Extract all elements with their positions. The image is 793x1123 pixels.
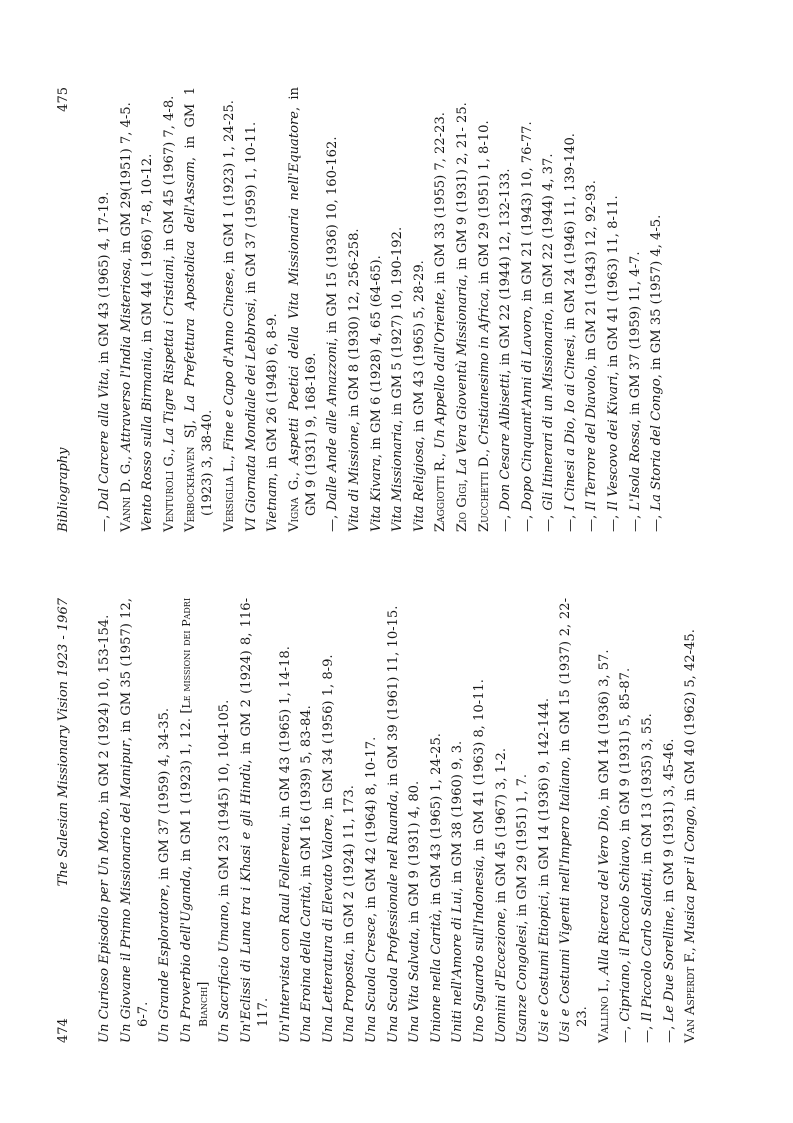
entry-title: Un'Eclissi di Luna tra i Khasi e gli Hindù bbox=[238, 763, 254, 1043]
entry-reference: , in GM 2 (1924) 11, 173. bbox=[342, 785, 358, 953]
entry-title: Un Proverbio dell'Uganda bbox=[178, 870, 194, 1043]
bibliography-entry: —, I Cinesi a Dio, Io ai Cinesi, in GM 24 (1946) 11, 139-140. bbox=[562, 133, 578, 532]
entry-title: Vita Religiosa bbox=[411, 440, 427, 532]
entry-reference: , in GM 45 (1967) 3, 1-2. bbox=[493, 748, 509, 912]
entry-reference: , in GM 9 (1931) 4, 80. bbox=[407, 780, 423, 932]
bibliography-entry bbox=[277, 598, 294, 1043]
bibliography-entry bbox=[264, 87, 281, 532]
entry-author: Verbockhaven SJ bbox=[183, 423, 199, 532]
bibliography-entry bbox=[216, 598, 233, 1043]
entry-reference: , in GM 38 (1960) 9, 3. bbox=[450, 740, 466, 892]
bibliography-entry bbox=[341, 598, 358, 1043]
entry-reference: , in GM 29 (1951) 1, 7. bbox=[515, 773, 531, 925]
entry-author: Vallino I. bbox=[596, 982, 612, 1043]
entry-title: Il Piccolo Carlo Salotti bbox=[640, 872, 656, 1022]
entry-author: Vanni D. G. bbox=[118, 460, 134, 532]
bibliography-entry: Zucchetti D., Cristianesimo in Africa, in GM 29 (1951) 1, 8-10. bbox=[476, 120, 492, 532]
entry-author: Zucchetti D. bbox=[476, 453, 492, 532]
entry-reference: , in GM 43 (1965) 5, 28-29. bbox=[411, 260, 427, 441]
entry-title: Cipriano, il Piccolo Schiavo bbox=[618, 839, 634, 1022]
entry-title: Vietnam bbox=[265, 476, 281, 532]
entry-reference: , in GM 1 (1923) 1, 12. [ bbox=[178, 708, 194, 871]
bibliography-entry: —, Dalle Ande alle Amazzoni, in GM 15 (1936) 10, 160-162. bbox=[325, 136, 341, 532]
entry-author: Venturoli G. bbox=[161, 452, 177, 532]
entry-title: La Storia del Congo bbox=[649, 378, 665, 511]
bibliography-entry bbox=[238, 598, 272, 1043]
bibliography-entry bbox=[389, 87, 406, 532]
entry-title: Il Vescovo dei Kivari bbox=[606, 375, 622, 511]
entry-reference: , in GM 9 (1931) 3, 45-46. bbox=[661, 738, 677, 911]
entry-author: — bbox=[519, 518, 535, 532]
entry-reference: , in GM 14 (1936) 3, 57. bbox=[596, 649, 612, 809]
entry-title: Fine e Capo d'Anno Cinese bbox=[221, 271, 237, 451]
bibliography-entry: Vanni D. G., Attraverso l'India Misteriosa, in GM 29(1951) 7, 4-5. bbox=[118, 102, 134, 532]
entry-title: Un Sacrificio Umano bbox=[217, 904, 233, 1043]
bibliography-entry: —, Gli Itinerari di un Missionario, in GM 22 (1944) 4, 37. bbox=[541, 153, 557, 532]
bibliography-entry bbox=[156, 598, 173, 1043]
entry-title: L'Isola Rossa bbox=[627, 423, 643, 511]
entry-title: Usanze Congolesi bbox=[515, 924, 531, 1043]
entry-author: — bbox=[618, 1029, 634, 1043]
bibliography-entry bbox=[471, 598, 488, 1043]
entry-reference: , in GM 34 (1956) 1, 8-9. bbox=[320, 654, 336, 818]
entry-author: — bbox=[627, 518, 643, 532]
left-page-header bbox=[56, 598, 76, 1043]
entry-reference: , in GM 1 (1923) 1, 24-25. bbox=[221, 100, 237, 272]
entry-title: Vita di Missione bbox=[346, 425, 362, 532]
entry-reference: , in GM 9 (1931) 5, 85-87. bbox=[618, 667, 634, 840]
entry-author: — bbox=[661, 1029, 677, 1043]
bibliography-entry bbox=[118, 598, 152, 1043]
bibliography-entry bbox=[536, 598, 553, 1043]
entry-title: Vita Kivara bbox=[368, 458, 384, 532]
bibliography-list bbox=[96, 598, 704, 1043]
entry-title: Un'Intervista con Raul Follereau bbox=[277, 826, 293, 1043]
entry-reference: , in GM 2 (1924) 8, 116-117. bbox=[238, 598, 271, 1027]
bibliography-entry: Verbockhaven SJ, La Prefettura Apostolica dell'Assam, in GM 1 (1923) 3, 38-40. bbox=[183, 86, 216, 532]
entry-reference: , in GM 8 (1930) 12, 256-258. bbox=[346, 228, 362, 426]
entry-title: Dal Carcere alla Vita bbox=[97, 371, 112, 511]
entry-reference: , in GM 9 (1931) 2, 21- 25. bbox=[454, 102, 470, 279]
bibliography-entry bbox=[178, 598, 212, 1043]
entry-reference: , in GM 1 (1923) 3, 38-40. bbox=[183, 86, 216, 516]
entry-title: Vita Missionaria bbox=[390, 423, 406, 532]
entry-author: — bbox=[325, 518, 341, 532]
bibliography-entry bbox=[298, 598, 315, 1043]
entry-author: Versiglia L. bbox=[221, 459, 237, 532]
bibliography-entry: —, Dopo Cinquant'Anni di Lavoro, in GM 21 (1943) 10, 76-77. bbox=[519, 121, 535, 532]
entry-title: Una Letteratura di Elevato Valore bbox=[320, 817, 336, 1043]
entry-title: Uno Sguardo sull'Indonesia bbox=[471, 859, 487, 1043]
bibliography-entry: —, Il Terrore del Diavolo, in GM 21 (1943) 12, 92-93. bbox=[584, 180, 600, 532]
bibliography-entry: Van Asperdt F., Musica per il Congo, in GM 40 (1962) 5, 42-45. bbox=[683, 629, 699, 1043]
entry-reference: , in GM 16 (1939) 5, 83-84. bbox=[299, 705, 315, 886]
entry-title: Gli Itinerari di un Missionario bbox=[541, 312, 557, 511]
bibliography-entry: Versiglia L., Fine e Capo d'Anno Cinese, in GM 1 (1923) 1, 24-25. bbox=[221, 100, 237, 532]
entry-reference: , in GM 15 (1936) 10, 160-162. bbox=[325, 136, 341, 342]
entry-reference: , in GM 33 (1955) 7, 22-23. bbox=[433, 112, 449, 293]
entry-reference: , in GM 37 (1959) 1, 10-11. bbox=[243, 121, 259, 302]
bibliography-entry bbox=[96, 598, 113, 1043]
bibliography-entry: Zaggiotti R., Un Appello dall'Oriente, in GM 33 (1955) 7, 22-23. bbox=[433, 112, 449, 532]
entry-reference: , in GM 13 (1935) 3, 55. bbox=[640, 713, 656, 873]
entry-title: Una Scuola Professionale nel Ruanda bbox=[385, 794, 401, 1043]
entry-author: — bbox=[584, 518, 600, 532]
bibliography-entry: Vallino I., Alla Ricerca del Vero Dio, in GM 14 (1936) 3, 57. bbox=[596, 649, 612, 1043]
entry-title: Il Terrore del Diavolo bbox=[584, 368, 600, 511]
entry-title: Aspetti Poetici della Vita Missionaria nell'Equatore bbox=[286, 110, 302, 465]
entry-reference: , in GM 22 (1944) 12, 132-133. bbox=[498, 168, 514, 374]
entry-reference: , in GM 14 (1936) 9, 142-144. bbox=[536, 698, 552, 895]
bibliography-entry bbox=[557, 598, 591, 1043]
entry-title: Cristianesimo in Africa bbox=[476, 292, 492, 445]
bibliography-entry bbox=[514, 598, 531, 1043]
entry-reference: , in GM 35 (1957) 12, 6-7. bbox=[118, 598, 151, 1027]
bibliography-entry bbox=[493, 598, 510, 1043]
entry-title: La Vera Gioventù Missionaria bbox=[454, 278, 470, 475]
bibliography-entry bbox=[449, 598, 466, 1043]
bibliography-entry bbox=[385, 598, 402, 1043]
bibliography-entry bbox=[139, 87, 156, 532]
bibliography-entry: —, L'Isola Rossa, in GM 37 (1959) 11, 4-7. bbox=[627, 251, 643, 532]
entry-reference: , in GM 26 (1948) 6, 8-9. bbox=[265, 313, 281, 477]
entry-reference: , in GM 35 (1957) 4, 4-5. bbox=[649, 214, 665, 379]
entry-title: Dopo Cinquant'Anni di Lavoro bbox=[519, 309, 535, 511]
entry-title: Un Grande Esploratore bbox=[157, 888, 173, 1043]
entry-reference: , in GM 43 (1965) 4, 17-19. bbox=[97, 191, 112, 372]
entry-title: Una Eroina della Carità bbox=[299, 885, 315, 1043]
entry-reference: , in GM 41 (1963) 11, 8-11. bbox=[606, 195, 622, 376]
entry-title: Un Curioso Episodio per Un Morto bbox=[97, 811, 112, 1043]
entry-author: — bbox=[498, 518, 514, 532]
entry-title: Uniti nell'Amore di Lui bbox=[450, 891, 466, 1043]
entry-title: Una Proposta bbox=[342, 952, 358, 1043]
entry-reference: , in GM 42 (1964) 8, 10-17. bbox=[363, 736, 379, 917]
bibliography-entry: Zio Gigi, La Vera Gioventù Missionaria, in GM 9 (1931) 2, 21- 25. bbox=[454, 102, 470, 532]
entry-reference: , in GM 37 (1959) 4, 34-35. bbox=[157, 707, 173, 889]
entry-title: VI Giornata Mondiale dei Lebbrosi bbox=[243, 302, 259, 532]
entry-author: — bbox=[649, 518, 665, 532]
entry-title: Alla Ricerca del Vero Dio bbox=[596, 808, 612, 975]
page-number: 474 bbox=[56, 1018, 71, 1043]
bibliography-entry bbox=[406, 598, 423, 1043]
page-number: 475 bbox=[56, 87, 71, 112]
entry-title: Usi e Costumi Vigenti nell'Impero Italiano bbox=[558, 760, 574, 1043]
entry-title: Musica per il Congo bbox=[683, 809, 699, 944]
entry-reference: , in GM 37 (1959) 11, 4-7. bbox=[627, 251, 643, 424]
entry-reference: , in GM 23 (1945) 10, 104-105. bbox=[217, 699, 233, 905]
bibliography-list bbox=[96, 87, 670, 532]
entry-title: Vento Rosso sulla Birmania bbox=[140, 350, 156, 532]
bibliography-entry: —, Dal Carcere alla Vita, in GM 43 (1965) 4, 17-19. bbox=[97, 191, 112, 532]
entry-reference: , in GM 43 (1965) 1, 14-18. bbox=[277, 646, 293, 827]
entry-title: Dalle Ande alle Amazzoni bbox=[325, 341, 341, 511]
entry-reference: , in GM 29(1951) 7, 4-5. bbox=[118, 102, 134, 262]
bibliography-entry: —, Cipriano, il Piccolo Schiavo, in GM 9 (1931) 5, 85-87. bbox=[618, 667, 634, 1043]
entry-author: — bbox=[562, 518, 578, 532]
entry-reference: , in GM 41 (1963) 8, 10-11. bbox=[471, 679, 487, 860]
entry-reference: , in GM 2 (1924) 10, 153-154. bbox=[97, 614, 112, 812]
entry-reference: , in GM 6 (1928) 4, 65 (64-65). bbox=[368, 255, 384, 459]
entry-title: Un Appello dall'Oriente bbox=[433, 292, 449, 449]
entry-author: Zaggiotti R. bbox=[433, 457, 449, 532]
entry-title: I Cinesi a Dio, Io ai Cinesi bbox=[562, 338, 578, 511]
entry-title: Le Due Sorelline bbox=[661, 910, 677, 1022]
bibliography-entry bbox=[411, 87, 428, 532]
entry-reference: , in GM 21 (1943) 10, 76-77. bbox=[519, 121, 535, 310]
entry-title: Don Cesare Albisetti bbox=[498, 373, 514, 511]
entry-title: La Prefettura Apostolica dell'Assam bbox=[183, 161, 199, 412]
entry-reference-end: ] bbox=[195, 981, 211, 987]
bibliography-entry: —, La Storia del Congo, in GM 35 (1957) 4, 4-5. bbox=[649, 214, 665, 532]
bibliography-entry: —, Le Due Sorelline, in GM 9 (1931) 3, 45-46. bbox=[661, 738, 677, 1043]
entry-title: Una Vita Salvata bbox=[407, 931, 423, 1043]
running-title: The Salesian Missionary Vision 1923 - 1967 bbox=[56, 598, 71, 887]
entry-title: Uomini d'Eccezione bbox=[493, 911, 509, 1043]
entry-reference: , in GM 21 (1943) 12, 92-93. bbox=[584, 180, 600, 369]
bibliography-entry bbox=[368, 87, 385, 532]
entry-author: — bbox=[606, 518, 622, 532]
bibliography-entry bbox=[243, 87, 260, 532]
entry-title: Un Giovane il Primo Missionario del Manipur bbox=[118, 741, 134, 1043]
entry-author: — bbox=[541, 518, 557, 532]
entry-reference: , in GM 29 (1951) 1, 8-10. bbox=[476, 120, 492, 293]
entry-author: Van Asperdt F. bbox=[683, 951, 699, 1043]
bibliography-entry bbox=[320, 598, 337, 1043]
running-title: Bibliography bbox=[56, 447, 71, 532]
bibliography-entry bbox=[428, 598, 445, 1043]
entry-title: Unione nella Carità bbox=[428, 913, 444, 1043]
entry-author: Vigna G. bbox=[286, 476, 302, 532]
bibliography-entry: —, Il Vescovo dei Kivari, in GM 41 (1963) 11, 8-11. bbox=[606, 195, 622, 532]
entry-reference: , in GM 39 (1961) 11, 10-15. bbox=[385, 605, 401, 795]
entry-reference: , in GM 22 (1944) 4, 37. bbox=[541, 153, 557, 313]
entry-author: — bbox=[97, 518, 112, 532]
bibliography-entry: —, Don Cesare Albisetti, in GM 22 (1944) 12, 132-133. bbox=[498, 168, 514, 532]
left-page bbox=[0, 562, 793, 1123]
entry-reference: , in GM 45 (1967) 7, 4-8. bbox=[161, 95, 177, 260]
right-page-header bbox=[56, 87, 76, 532]
right-page bbox=[0, 1, 793, 562]
entry-reference: , in GM 5 (1927) 10, 190-192. bbox=[390, 226, 406, 424]
bibliography-entry bbox=[363, 598, 380, 1043]
bibliography-entry: Vigna G., Aspetti Poetici della Vita Missionaria nell'Equatore, in GM 9 (1931) 9, 168-169. bbox=[286, 87, 319, 532]
entry-author: Zio Gigi bbox=[454, 483, 470, 532]
bibliography-entry: —, Il Piccolo Carlo Salotti, in GM 13 (1935) 3, 55. bbox=[640, 713, 656, 1043]
entry-reference: , in GM 43 (1965) 1, 24-25. bbox=[428, 733, 444, 914]
entry-note: Le missioni dei Padri Bianchi bbox=[179, 598, 210, 1027]
entry-title: La Tigre Rispetta i Cristiani bbox=[161, 259, 177, 445]
entry-reference: , in GM 40 (1962) 5, 42-45. bbox=[683, 629, 699, 810]
entry-reference: , in GM 15 (1937) 2, 22-23. bbox=[558, 598, 591, 1027]
entry-title: Usi e Costumi Etiopici bbox=[536, 894, 552, 1043]
entry-reference: , in GM 44 ( 1966) 7-8, 10-12. bbox=[140, 153, 156, 351]
entry-title: Una Scuola Cresce bbox=[363, 916, 379, 1043]
bibliography-entry: Venturoli G., La Tigre Rispetta i Cristiani, in GM 45 (1967) 7, 4-8. bbox=[161, 95, 177, 532]
entry-reference: , in GM 24 (1946) 11, 139-140. bbox=[562, 133, 578, 339]
entry-reference: , in GM 9 (1931) 9, 168-169. bbox=[286, 87, 319, 516]
bibliography-entry bbox=[346, 87, 363, 532]
entry-author: — bbox=[640, 1029, 656, 1043]
entry-title: Attraverso l'India Misteriosa bbox=[118, 261, 134, 452]
